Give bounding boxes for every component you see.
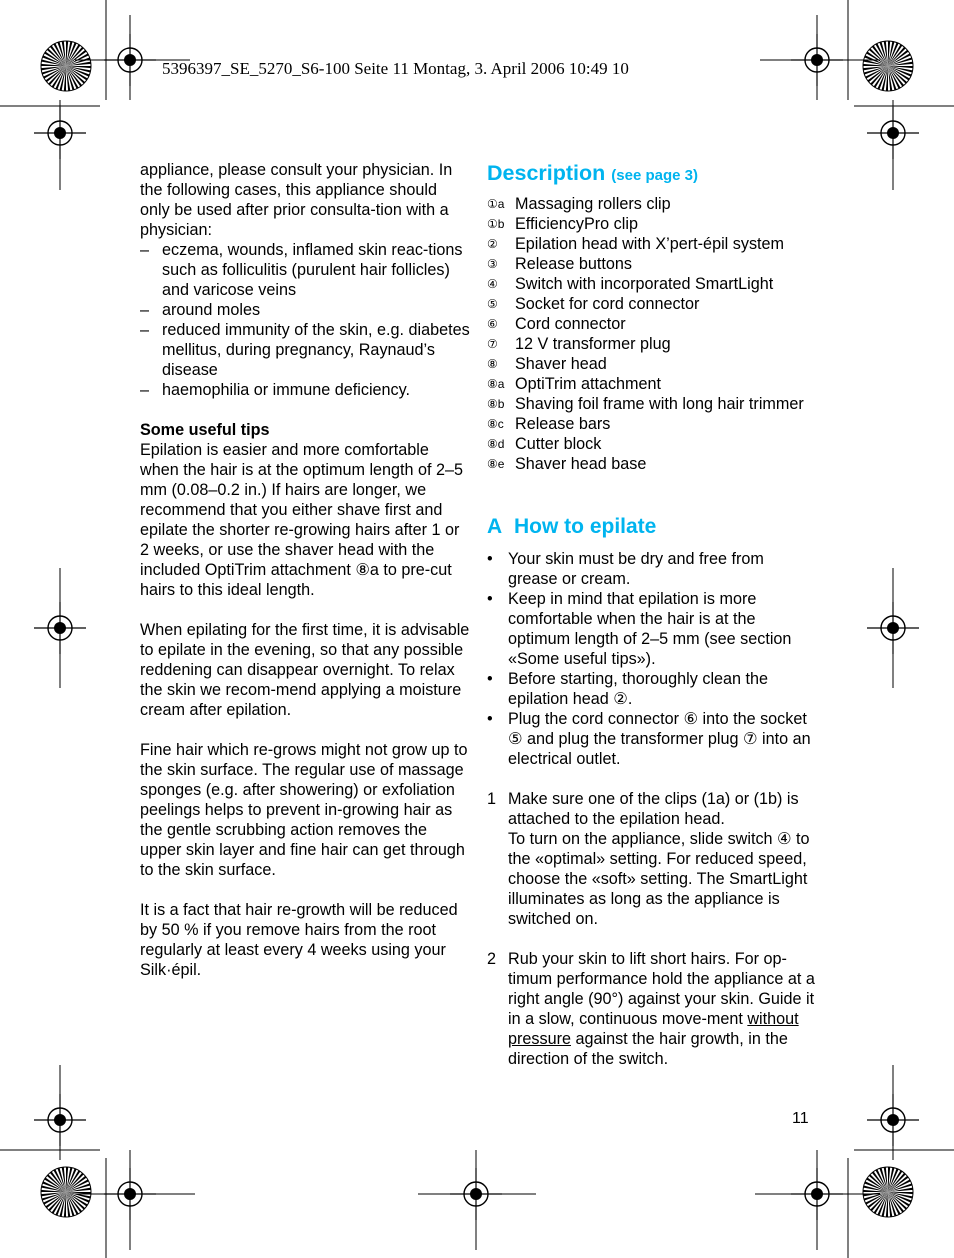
legend-item (487, 294, 817, 314)
condition-item: – haemophilia or immune deficiency. (140, 381, 411, 399)
legend-number: ⑤ (487, 297, 498, 311)
description-heading: Description (see page 3) (487, 161, 698, 185)
legend-number: ①b (487, 217, 505, 231)
condition-item: – around moles (140, 301, 261, 319)
legend-label: Massaging rollers clip (515, 195, 671, 213)
legend-item (487, 374, 817, 394)
condition-item: – eczema, wounds, inflamed skin reac-tions such as folliculitis (purulent hair follicles) and varicose veins (140, 241, 463, 299)
star-target (41, 41, 91, 91)
print-slug: 5396397_SE_5270_S6-100 Seite 11 Montag, 3. April 2006 10:49 10 (162, 59, 629, 78)
tips-paragraph: Fine hair which re-grows might not grow up to the skin surface. The regular use of massage sponges (e.g. after showering) or exfoliation peelings helps to prevent in-growing hair as the gentle scrubbing action removes the upper skin layer and fine hair can get through to the skin surface. (140, 741, 468, 879)
legend-label: Shaver head (515, 355, 607, 373)
star-target (41, 1167, 91, 1217)
howto-step: 1 Make sure one of the clips (1a) or (1b) is attached to the epilation head. To turn on the appliance, slide switch ④ to the «optimal» setting. For reduced speed, choose the «soft» setting. The SmartLight illuminates as long as the appliance is switched on. (487, 790, 810, 928)
legend-item (487, 414, 817, 434)
legend-item (487, 254, 817, 274)
legend-number: ④ (487, 277, 498, 291)
legend-label: Shaving foil frame with long hair trimmer (515, 395, 804, 413)
page-number: 11 (792, 1110, 809, 1127)
legend-label: Epilation head with X’pert-épil system (515, 235, 785, 253)
legend-label: Socket for cord connector (515, 295, 700, 313)
legend-label: Cutter block (515, 435, 602, 453)
legend-number: ⑧ (487, 357, 498, 371)
legend-item (487, 234, 817, 254)
howto-step: 2 Rub your skin to lift short hairs. For op-timum performance hold the appliance at a right angle (90°) against your skin. Guide it in a slow, continuous move-ment without pressure against the hair growth, in the direction of the switch. (487, 950, 815, 1068)
legend-label: Shaver head base (515, 455, 647, 473)
star-target (863, 41, 913, 91)
legend-label: Release buttons (515, 255, 632, 273)
legend-item (487, 194, 817, 214)
legend-item (487, 454, 817, 474)
legend-label: Cord connector (515, 315, 626, 333)
legend-number: ⑥ (487, 317, 498, 331)
legend-number: ⑦ (487, 337, 498, 351)
tips-paragraph: It is a fact that hair re-growth will be reduced by 50 % if you remove hairs from the root regularly at least every 4 weeks using your Silk·épil. (140, 901, 458, 979)
legend-label: Switch with incorporated SmartLight (515, 275, 774, 293)
legend-label: EfficiencyPro clip (515, 215, 638, 233)
legend-number: ⑧e (487, 457, 505, 471)
howto-bullet: • Your skin must be dry and free from grease or cream. (487, 550, 764, 588)
legend-number: ③ (487, 257, 498, 271)
legend-label: Release bars (515, 415, 611, 433)
legend-item (487, 434, 817, 454)
legend-item (487, 354, 817, 374)
legend-label: OptiTrim attachment (515, 375, 662, 393)
condition-item: – reduced immunity of the skin, e.g. diabetes mellitus, during pregnancy, Raynaud’s disease (140, 321, 470, 379)
legend-item (487, 214, 817, 234)
legend-item (487, 334, 817, 354)
tips-heading: Some useful tips (140, 421, 270, 439)
legend-number: ⑧b (487, 397, 505, 411)
legend-number: ⑧a (487, 377, 505, 391)
tips-paragraph: When epilating for the first time, it is advisable to epilate in the evening, so that any possible reddening can disappear overnight. To relax the skin we recom-mend applying a moisture cream after epilation. (140, 621, 470, 719)
intro-text: appliance, please consult your physician. In the following cases, this appliance should only be used after prior consulta-tion with a physician: (140, 161, 453, 239)
howto-bullet: • Before starting, thoroughly clean the epilation head ②. (487, 670, 769, 708)
legend-number: ⑧c (487, 417, 504, 431)
legend-number: ⑧d (487, 437, 505, 451)
legend-number: ② (487, 237, 498, 251)
legend-item (487, 394, 817, 414)
legend-item (487, 274, 817, 294)
left-column (140, 160, 470, 980)
legend-label: 12 V transformer plug (515, 335, 671, 353)
howto-bullet: • Keep in mind that epilation is more comfortable when the hair is at the optimum length of 2–5 mm (see section «Some useful tips»). (487, 590, 792, 668)
star-target (863, 1167, 913, 1217)
howto-heading: A How to epilate (487, 515, 657, 538)
right-column (487, 160, 817, 1069)
parts-legend (487, 194, 817, 474)
tips-paragraph: Epilation is easier and more comfortable when the hair is at the optimum length of 2–5 mm (0.08–0.2 in.) If hairs are longer, we recommend that you either shave first and epilate the shorter re-growing hairs after 1 or 2 weeks, or use the shaver head with the included OptiTrim attachment ⑧a to pre-cut hairs to this ideal length. (140, 441, 464, 599)
legend-number: ①a (487, 197, 505, 211)
legend-item (487, 314, 817, 334)
howto-bullet: • Plug the cord connector ⑥ into the socket ⑤ and plug the transformer plug ⑦ into an electrical outlet. (487, 710, 811, 768)
